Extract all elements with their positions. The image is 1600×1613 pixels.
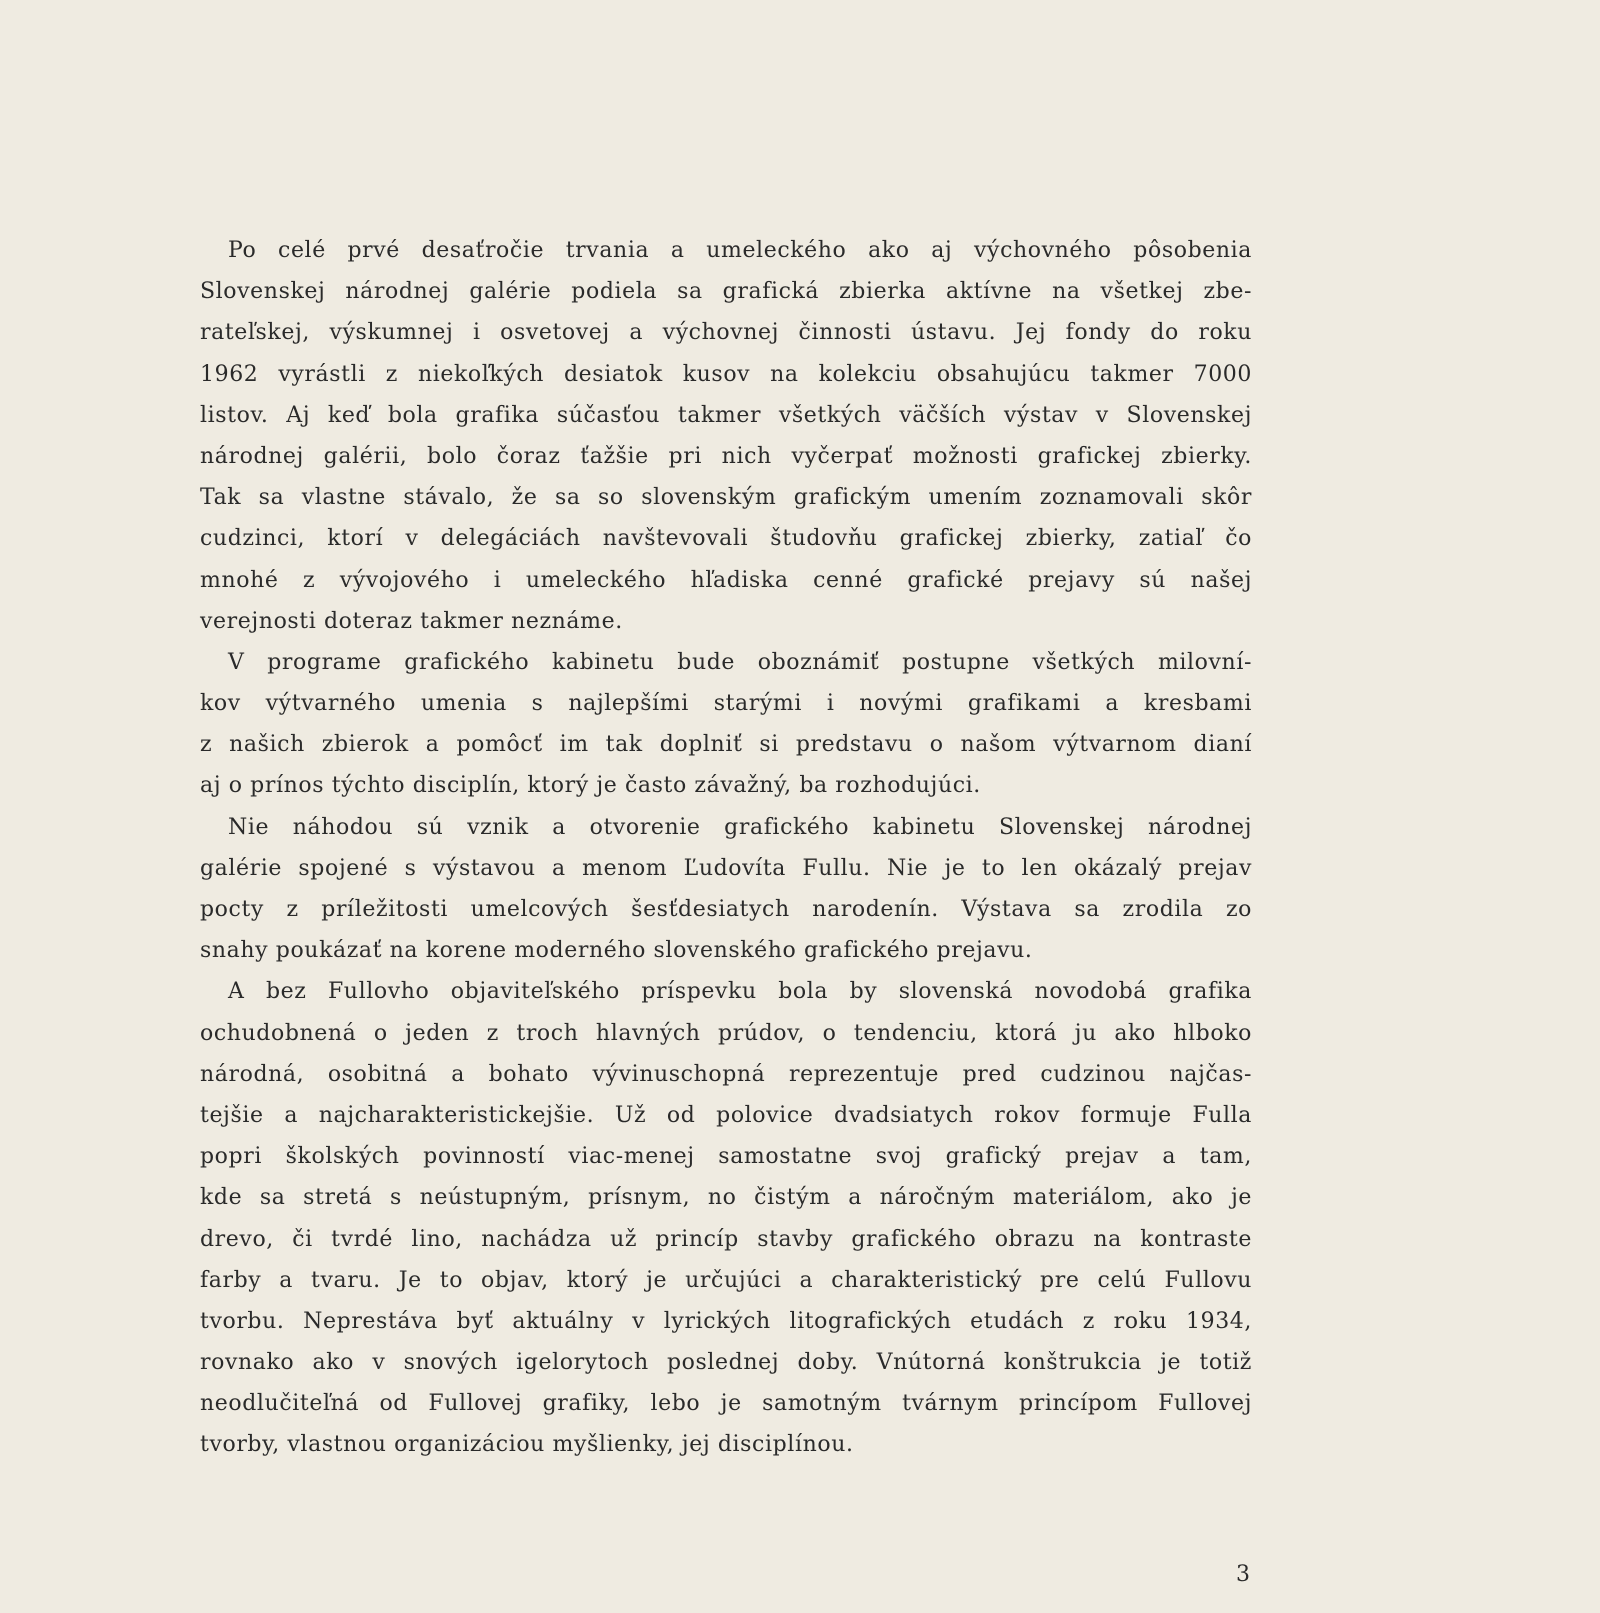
text-line: A bez Fullovho objaviteľského príspevku bola by slovenská novodobá grafika xyxy=(228,979,1252,1005)
text-line: farby a tvaru. Je to objav, ktorý je určujúci a charakteristický pre celú Fullovu xyxy=(200,1267,1252,1293)
text-line: listov. Aj keď bola grafika súčasťou takmer všetkých väčších výstav v Slovenskej xyxy=(200,402,1252,428)
text-line: pocty z príležitosti umelcových šesťdesiatych narodenín. Výstava sa zrodila zo xyxy=(200,897,1252,922)
text-line: kov výtvarného umenia s najlepšími starými i novými grafikami a kresbami xyxy=(200,691,1252,717)
page-number: 3 xyxy=(1236,1562,1250,1587)
text-line: drevo, či tvrdé lino, nachádza už princíp stavby grafického obrazu na kontraste xyxy=(200,1226,1252,1252)
text-line: verejnosti doteraz takmer neznáme. xyxy=(200,608,623,634)
text-line: Tak sa vlastne stávalo, že sa so slovenským grafickým umením zoznamovali skôr xyxy=(200,485,1252,511)
text-line: 1962 vyrástli z niekoľkých desiatok kusov na kolekciu obsahujúcu takmer 7000 xyxy=(200,361,1252,387)
text-line: z našich zbierok a pomôcť im tak doplniť si predstavu o našom výtvarnom dianí xyxy=(200,732,1252,758)
body-text xyxy=(200,230,1252,1466)
text-line: rateľskej, výskumnej i osvetovej a výchovnej činnosti ústavu. Jej fondy do roku xyxy=(200,320,1252,346)
text-line: tvorbu. Neprestáva byť aktuálny v lyrických litografických etudách z roku 1934, xyxy=(200,1308,1252,1334)
text-line: popri školských povinností viac-menej samostatne svoj grafický prejav a tam, xyxy=(200,1144,1252,1170)
text-line: národná, osobitná a bohato vývinuschopná reprezentuje pred cudzinou najčas- xyxy=(200,1061,1252,1087)
text-line: tejšie a najcharakteristickejšie. Už od polovice dvadsiatych rokov formuje Fulla xyxy=(200,1102,1252,1128)
text-line: tvorby, vlastnou organizáciou myšlienky, jej disciplínou. xyxy=(200,1432,854,1458)
text-line: neodlučiteľná od Fullovej grafiky, lebo je samotným tvárnym princípom Fullovej xyxy=(200,1391,1252,1417)
text-line: národnej galérii, bolo čoraz ťažšie pri nich vyčerpať možnosti grafickej zbierky. xyxy=(200,443,1252,469)
text-line: mnohé z vývojového i umeleckého hľadiska cenné grafické prejavy sú našej xyxy=(200,567,1252,593)
text-line: V programe grafického kabinetu bude oboznámiť postupne všetkých milovní- xyxy=(228,649,1252,675)
text-line: ochudobnená o jeden z troch hlavných prúdov, o tendenciu, ktorá ju ako hlboko xyxy=(200,1020,1252,1046)
text-line: cudzinci, ktorí v delegáciách navštevovali študovňu grafickej zbierky, zatiaľ čo xyxy=(200,526,1252,552)
text-line: rovnako ako v snových igelorytoch poslednej doby. Vnútorná konštrukcia je totiž xyxy=(200,1350,1252,1376)
text-line: aj o prínos týchto disciplín, ktorý je často závažný, ba rozhodujúci. xyxy=(200,773,981,799)
text-line: Nie náhodou sú vznik a otvorenie grafického kabinetu Slovenskej národnej xyxy=(228,814,1252,840)
text-line: galérie spojené s výstavou a menom Ľudovíta Fullu. Nie je to len okázalý prejav xyxy=(200,855,1252,881)
text-line: kde sa stretá s neústupným, prísnym, no čistým a náročným materiálom, ako je xyxy=(200,1185,1252,1211)
text-line: Po celé prvé desaťročie trvania a umeleckého ako aj výchovného pôsobenia xyxy=(228,238,1252,263)
text-line: snahy poukázať na korene moderného slovenského grafického prejavu. xyxy=(200,938,1033,964)
text-line: Slovenskej národnej galérie podiela sa grafická zbierka aktívne na všetkej zbe- xyxy=(200,279,1252,305)
